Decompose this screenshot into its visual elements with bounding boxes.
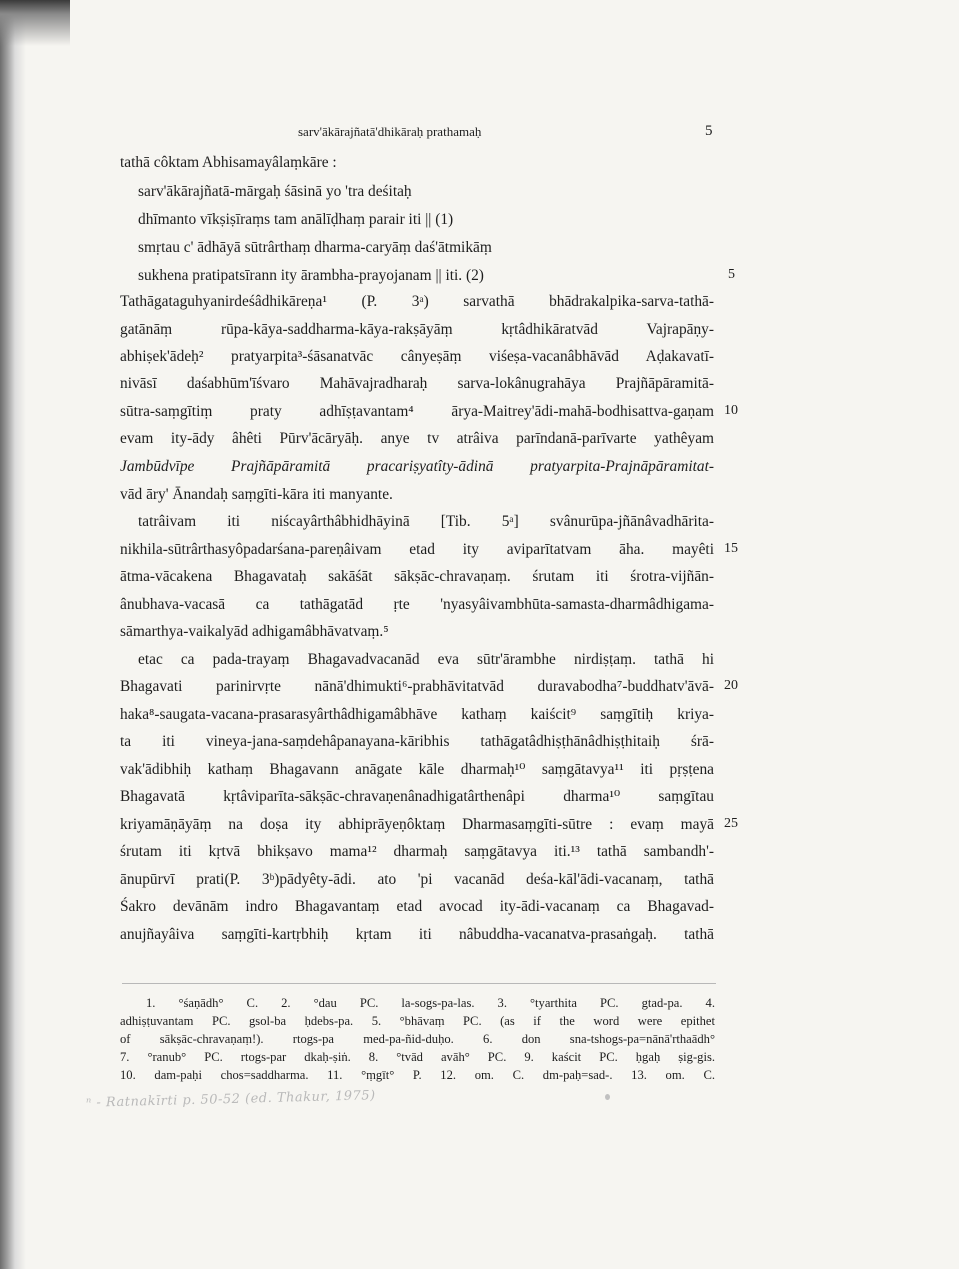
text-line: ātma-vācakena Bhagavataḥ sakāśāt sākṣāc-chravaṇaṃ. śrutam iti śrotra-vijñān- <box>120 568 714 585</box>
text-line: Jambūdvīpe Prajñāpāramitā pracariṣyatîty-ādinā pratyarpita-Prajnāpāramitat- <box>120 458 714 475</box>
text-line: ānupūrvī prati(P. 3ᵇ)pādyêty-ādi. ato 'pi vacanād deśa-kāl'ādi-vacanaṃ, tathā <box>120 871 714 888</box>
footnote-line: of sākṣāc-chravaṇaṃ!). rtogs-pa med-pa-ñid-duḥo. 6. don sna-tshogs-pa=nānā'rthaādh° <box>120 1032 715 1046</box>
footnote-line: 7. °ranub° PC. rtogs-par dkaḥ-ṣiṅ. 8. °tvād avāh° PC. 9. kaścit PC. ḥgaḥ ṣig-gis. <box>120 1050 715 1064</box>
text-line: nikhila-sūtrârthasyôpadarśana-pareṇâivam etad ity aviparītatvam āha. mayêti <box>120 541 714 558</box>
running-title: sarv'ākārajñatā'dhikāraḥ prathamaḥ <box>298 124 482 139</box>
scan-speck <box>605 1094 610 1100</box>
footnote-rule <box>122 983 716 984</box>
text-line: śrutam iti kṛtvā bhikṣavo mama¹² dharmaḥ saṃgātavya iti.¹³ tathā sambandh'- <box>120 843 714 860</box>
text-line: anujñayâiva saṃgīti-kartṛbhiḥ kṛtam iti nâbuddha-vacanatva-prasaṅgaḥ. tathā <box>120 926 714 943</box>
text-line: Tathāgataguhyanirdeśâdhikāreṇa¹ (P. 3ᵃ) sarvathā bhādrakalpika-sarva-tathā- <box>120 293 714 310</box>
text-line: tathā côktam Abhisamayâlaṃkāre : <box>120 154 337 171</box>
text-line: nivāsī daśabhūm'īśvaro Mahāvajradharaḥ sarva-lokânugrahāya Prajñāpāramitā- <box>120 375 714 392</box>
text-line: tatrâivam iti niścayârthâbhidhāyinā [Tib. 5ᵃ] svânurūpa-jñānâvadhārita- <box>138 513 714 530</box>
text-line: etac ca pada-trayaṃ Bhagavadvacanād eva sūtr'ārambhe nirdiṣṭaṃ. tathā hi <box>138 651 714 668</box>
text-line: vād āry' Ānandaḥ saṃgīti-kāra iti manyante. <box>120 486 393 503</box>
text-line: sūtra-saṃgītiṃ praty adhīṣṭavantam⁴ ārya-Maitrey'ādi-mahā-bodhisattva-gaṇam <box>120 403 714 420</box>
verse-line: sukhena pratipatsīrann ity ārambha-prayojanam || iti. (2) <box>138 267 484 284</box>
verse-line: sarv'ākārajñatā-mārgaḥ śāsinā yo 'tra deśitaḥ <box>138 183 412 200</box>
footnote-line: 1. °śaṇādh° C. 2. °dau PC. la-sogs-pa-las. 3. °tyarthita PC. gtad-pa. 4. <box>146 996 715 1010</box>
line-number: 5 <box>728 267 735 282</box>
text-line: gatānāṃ rūpa-kāya-saddharma-kāya-rakṣāyāṃ kṛtâdhikāratvād Vajrapāṇy- <box>120 321 714 338</box>
line-number: 25 <box>724 816 738 831</box>
text-line: vak'ādibhiḥ kathaṃ Bhagavann anāgate kāle dharmaḥ¹⁰ saṃgātavya¹¹ iti pṛṣṭena <box>120 761 714 778</box>
text-line: abhiṣek'ādeḥ² pratyarpita³-śāsanatvāc cânyeṣāṃ viśeṣa-vacanâbhāvād Aḍakavatī- <box>120 348 714 365</box>
text-line: Bhagavati parinirvṛte nānā'dhimukti⁶-prabhāvitatvād duravabodha⁷-buddhatv'āvā- <box>120 678 714 695</box>
footnote-line: adhiṣṭuvantam PC. gsol-ba ḥdebs-pa. 5. °bhāvaṃ PC. (as if the word were epithet <box>120 1014 715 1028</box>
verse-line: smṛtau c' ādhāyā sūtrârthaṃ dharma-caryāṃ daś'ātmikāṃ <box>138 239 492 256</box>
verse-line: dhīmanto vīkṣiṣīraṃs tam anālīḍhaṃ parair iti || (1) <box>138 211 454 228</box>
line-number: 20 <box>724 678 738 693</box>
scan-edge-shadow <box>0 0 26 1269</box>
scan-corner-shadow <box>0 0 70 46</box>
text-line: haka⁸-saugata-vacana-prasarasyârthâdhigamâbhāve kathaṃ kaiścit⁹ saṃgītiḥ kriya- <box>120 706 714 723</box>
text-line: kriyamāṇāyāṃ na doṣa ity abhiprāyeṇôktaṃ Dharmasaṃgīti-sūtre : evaṃ mayā <box>120 816 714 833</box>
text-line: Śakro devānām indro Bhagavantaṃ etad avocad ity-ādi-vacanaṃ ca Bhagavad- <box>120 898 714 915</box>
line-number: 10 <box>724 403 738 418</box>
page-header <box>0 124 959 144</box>
text-line: evam ity-ādy âhêti Pūrv'ācāryāḥ. anye tv atrâiva parīndanā-parīvarte yathêyam <box>120 430 714 447</box>
text-line: sāmarthya-vaikalyād adhigamâbhāvatvaṃ.⁵ <box>120 623 389 640</box>
line-number: 15 <box>724 541 738 556</box>
page-number: 5 <box>705 123 713 139</box>
text-line: Bhagavatā kṛtâviparīta-sākṣāc-chravaṇenânadhigatârthenâpi dharma¹⁰ saṃgītau <box>120 788 714 805</box>
text-line: ta iti vineya-jana-saṃdehâpanayana-kāribhis tathāgatâdhiṣṭhānâdhiṣṭhitaiḥ śrā- <box>120 733 714 750</box>
text-line: ânubhava-vacasā ca tathāgatād ṛte 'nyasyâivambhūta-samasta-dharmâdhigama- <box>120 596 714 613</box>
handwritten-note: ⁿ - Ratnakīrti p. 50-52 (ed. Thakur, 1975) <box>85 1088 376 1111</box>
footnote-line: 10. dam-paḥi chos=saddharma. 11. °ṃgīt° P. 12. om. C. dm-paḥ=sad-. 13. om. C. <box>120 1068 715 1082</box>
